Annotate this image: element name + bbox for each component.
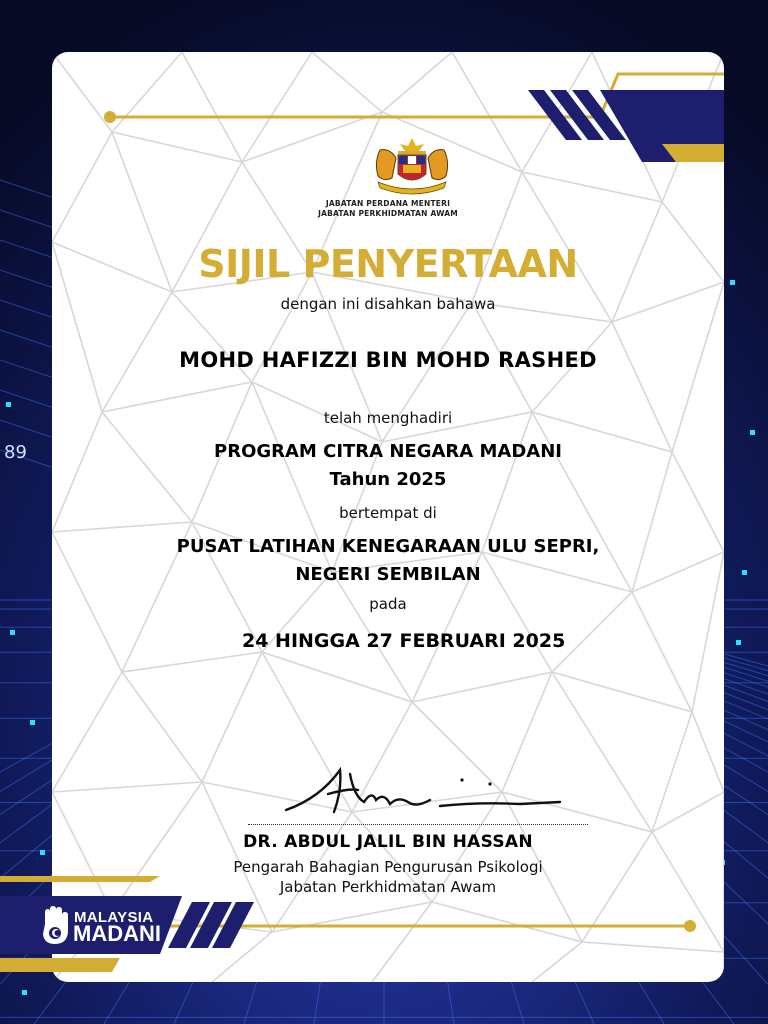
intro-text: dengan ini disahkan bahawa [280,295,496,313]
org-line-1: JABATAN PERDANA MENTERI [325,199,451,208]
venue-line-1: PUSAT LATIHAN KENEGARAAN ULU SEPRI, [176,536,600,557]
certificate-card [52,52,724,982]
program-year: Tahun 2025 [329,469,447,490]
org-line-2: JABATAN PERKHIDMATAN AWAM [318,209,458,218]
date-label: pada [369,595,407,613]
venue-label: bertempat di [339,504,437,522]
venue-line-2: NEGERI SEMBILAN [295,564,481,585]
signatory-position-2: Jabatan Perkhidmatan Awam [279,878,497,896]
edge-number: 89 [4,442,27,463]
logo-line-2: MADANI [73,921,161,946]
recipient-name: MOHD HAFIZZI BIN MOHD RASHED [179,348,597,372]
top-right-ribbon [528,90,724,162]
coat-of-arms-icon [370,136,454,198]
signature-line [248,824,588,825]
attended-label: telah menghadiri [323,409,453,427]
signature-icon [280,760,580,820]
signatory-position-1: Pengarah Bahagian Pengurusan Psikologi [233,858,543,876]
logo-line-1: MALAYSIA [74,909,154,926]
madani-hand-icon [40,906,70,946]
program-name: PROGRAM CITRA NEGARA MADANI [214,441,562,462]
certificate-title: SIJIL PENYERTAAN [198,242,578,286]
signatory-name: DR. ABDUL JALIL BIN HASSAN [243,832,533,852]
event-date: 24 HINGGA 27 FEBRUARI 2025 [242,630,566,652]
